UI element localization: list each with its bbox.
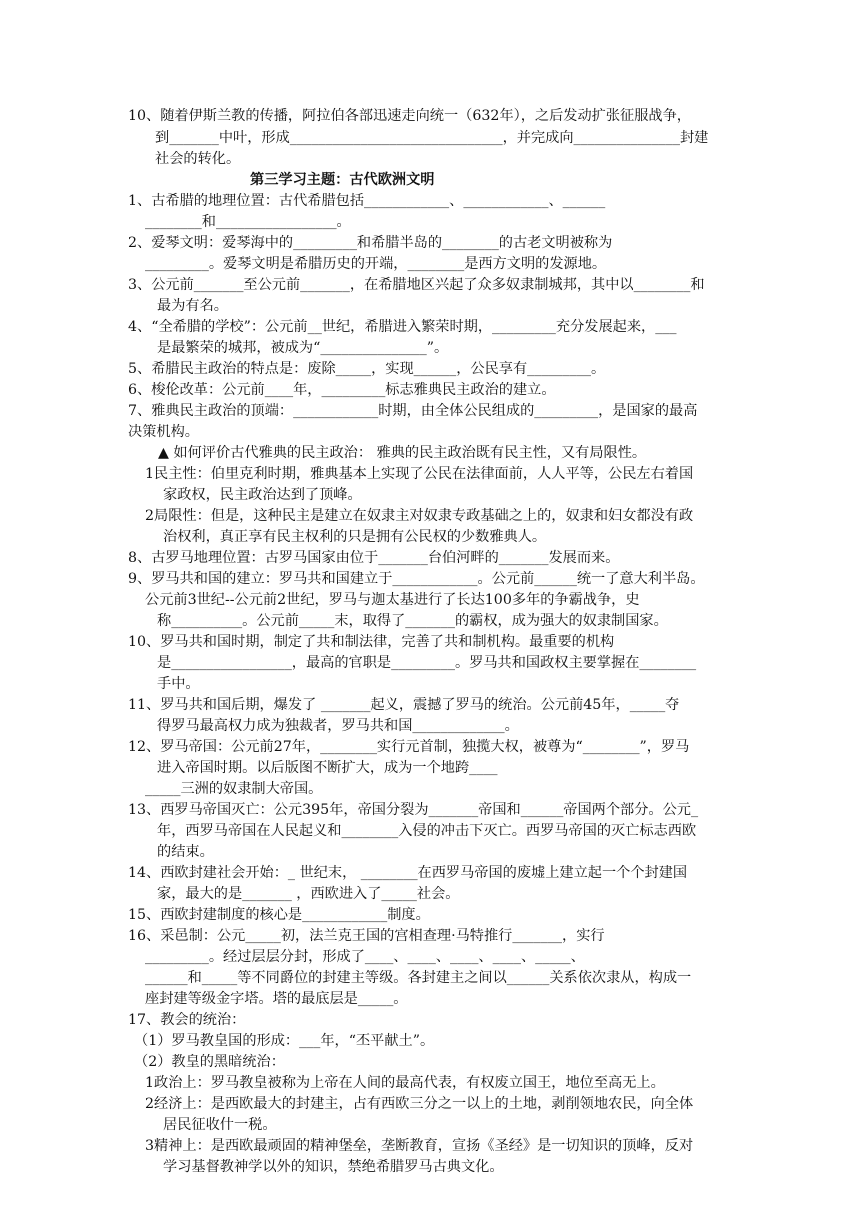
text-line: 8、古罗马地理位置：古罗马国家由位于_______台伯河畔的_______发展而来。 (128, 550, 620, 566)
text-line: 年，西罗马帝国在人民起义和________入侵的冲击下灭亡。西罗马帝国的灭亡标志西欧 (157, 823, 697, 839)
text-line: 10、罗马共和国时期，制定了共和制法律，完善了共和制机构。最重要的机构 (128, 634, 615, 650)
text-line: 称__________。公元前_____末，取得了_______的霸权，成为强大的奴隶制国家。 (157, 613, 668, 629)
text-line: 13、西罗马帝国灭亡：公元395年，帝国分裂为_______帝国和______帝国两个部分。公元_ (128, 802, 699, 818)
text-line: （1）罗马教皇国的形成：___年，“丕平献土”。 (134, 1033, 435, 1049)
text-line: 5、希腊民主政治的特点是：废除_____，实现______，公民享有_________。 (128, 361, 606, 377)
text-line: 治权利，真正享有民主权利的只是拥有公民权的少数雅典人。 (163, 529, 547, 545)
text-line: ______和_____等不同爵位的封建主等级。各封建主之间以______关系依次隶从，构成一 (145, 970, 692, 986)
text-line: 得罗马最高权力成为独裁者，罗马共和国_____________。 (157, 718, 519, 734)
text-line: 10、随着伊斯兰教的传播，阿拉伯各部迅速走向统一（632年），之后发动扩张征服战争， (128, 108, 691, 124)
text-line: 16、采邑制：公元_____初，法兰克王国的宫相查理·马特推行_______，实行 (128, 928, 605, 944)
text-line: 15、西欧封建制度的核心是____________制度。 (128, 907, 430, 923)
text-line: 进入帝国时期。以后版图不断扩大，成为一个地跨____ (157, 760, 498, 776)
text-line: 社会的转化。 (155, 151, 241, 167)
section-heading: 第三学习主题：古代欧洲文明 (250, 172, 435, 188)
text-line: 家政权，民主政治达到了顶峰。 (163, 487, 362, 503)
text-line: 决策机构。 (128, 424, 199, 440)
text-line: 是最繁荣的城邦，被成为“_______________”。 (157, 340, 449, 356)
text-line: 到_______中叶，形成______________________________，并完成向_______________封建 (155, 130, 709, 146)
text-line: 1政治上：罗马教皇被称为上帝在人间的最高代表，有权废立国王，地位至高无上。 (145, 1075, 665, 1091)
text-line: _________。爱琴文明是希腊历史的开端，________是西方文明的发源地。 (145, 256, 607, 272)
text-line: （2）教皇的黑暗统治： (134, 1054, 285, 1070)
text-line: 6、梭伦改革：公元前____年，_________标志雅典民主政治的建立。 (128, 382, 556, 398)
text-line: 17、教会的统治： (128, 1012, 246, 1028)
text-line: 的结束。 (157, 844, 214, 860)
text-line: 9、罗马共和国的建立：罗马共和国建立于____________。公元前______统一了意大利半岛。 (128, 571, 705, 587)
text-line: 家，最大的是_______ ，西欧进入了_____社会。 (157, 886, 460, 902)
text-line: 3精神上：是西欧最顽固的精神堡垒，垄断教育，宣扬《圣经》是一切知识的顶峰，反对 (145, 1138, 694, 1154)
text-line: _________。经过层层分封，形成了____、____、____、____、_____、 (145, 949, 585, 965)
text-line: 最为有名。 (157, 298, 228, 314)
text-line: ________和_________________。 (145, 214, 351, 230)
text-line: 1民主性：伯里克利时期，雅典基本上实现了公民在法律面前，人人平等，公民左右着国 (145, 466, 694, 482)
text-line: _____三洲的奴隶制大帝国。 (145, 781, 323, 797)
text-line: ▲ 如何评价古代雅典的民主政治： 雅典的民主政治既有民主性，又有局限性。 (158, 445, 647, 461)
text-line: 12、罗马帝国：公元前27年，________实行元首制，独揽大权，被尊为“________”，罗马 (128, 739, 690, 755)
text-line: 2、爱琴文明：爱琴海中的_________和希腊半岛的________的古老文明被称为 (128, 235, 613, 251)
text-line: 3、公元前_______至公元前_______，在希腊地区兴起了众多奴隶制城邦，其中以________和 (128, 277, 705, 293)
text-line: 2局限性：但是，这种民主是建立在奴隶主对奴隶专政基础之上的，奴隶和妇女都没有政 (145, 508, 694, 524)
text-line: 7、雅典民主政治的顶端：____________时期，由全体公民组成的_________，是国家的最高 (128, 403, 698, 419)
text-line: 座封建等级金字塔。塔的最底层是_____。 (145, 991, 408, 1007)
text-line: 2经济上：是西欧最大的封建主，占有西欧三分之一以上的土地，剥削领地农民，向全体 (145, 1096, 694, 1112)
text-line: 手中。 (157, 676, 200, 692)
text-line: 1、古希腊的地理位置：古代希腊包括____________、____________、______ (128, 193, 606, 209)
text-line: 居民征收什一税。 (163, 1117, 277, 1133)
text-line: 14、西欧封建社会开始：_ 世纪末， ________在西罗马帝国的废墟上建立起一个个封建国 (128, 865, 688, 881)
text-line: 4、“全希腊的学校”：公元前__世纪，希腊进入繁荣时期，_________充分发展起来，___ (128, 319, 677, 335)
text-line: 是_________________，最高的官职是_________。罗马共和国政权主要掌握在________ (157, 655, 697, 671)
text-line: 11、罗马共和国后期，爆发了 _______起义，震撼了罗马的统治。公元前45年，_____夺 (128, 697, 680, 713)
text-line: 公元前3世纪--公元前2世纪，罗马与迦太基进行了长达100多年的争霸战争，史 (145, 592, 640, 608)
text-line: 学习基督教神学以外的知识，禁绝希腊罗马古典文化。 (163, 1159, 504, 1175)
